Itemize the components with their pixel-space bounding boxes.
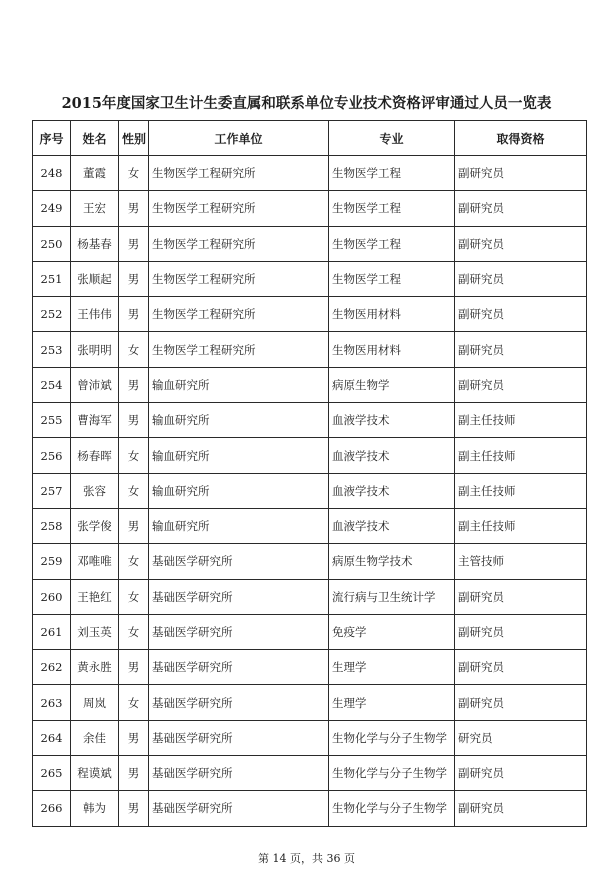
cell-name: 邓唯唯 [71,544,119,579]
cell-name: 张学俊 [71,508,119,543]
cell-name: 余佳 [71,720,119,755]
header-unit: 工作单位 [149,121,329,156]
table-row [33,297,587,332]
cell-qualification: 副主任技师 [455,438,587,473]
table-row [33,367,587,402]
table-row [33,438,587,473]
cell-no: 257 [33,473,71,508]
cell-unit: 基础医学研究所 [149,650,329,685]
cell-major: 血液学技术 [329,403,455,438]
cell-name: 王宏 [71,191,119,226]
cell-qualification: 主管技师 [455,544,587,579]
table-row [33,756,587,791]
cell-unit: 输血研究所 [149,508,329,543]
cell-gender: 女 [119,614,149,649]
table-row [33,614,587,649]
cell-name: 黄永胜 [71,650,119,685]
cell-gender: 女 [119,544,149,579]
cell-unit: 生物医学工程研究所 [149,261,329,296]
cell-unit: 输血研究所 [149,403,329,438]
cell-name: 张明明 [71,332,119,367]
cell-qualification: 副研究员 [455,685,587,720]
header-no: 序号 [33,121,71,156]
personnel-table [32,120,587,827]
page-footer: 第 14 页，共 36 页 [258,852,355,865]
cell-qualification: 副主任技师 [455,473,587,508]
table-row [33,579,587,614]
table-row [33,261,587,296]
cell-qualification: 副研究员 [455,297,587,332]
cell-major: 生物化学与分子生物学 [329,720,455,755]
cell-unit: 生物医学工程研究所 [149,332,329,367]
cell-no: 254 [33,367,71,402]
header-name: 姓名 [71,121,119,156]
cell-major: 生物化学与分子生物学 [329,791,455,826]
table-row [33,191,587,226]
cell-gender: 男 [119,297,149,332]
cell-gender: 男 [119,650,149,685]
header-gender: 性别 [119,121,149,156]
cell-major: 生理学 [329,650,455,685]
table-row [33,332,587,367]
cell-no: 260 [33,579,71,614]
table-row [33,650,587,685]
cell-qualification: 副研究员 [455,156,587,191]
cell-qualification: 副研究员 [455,367,587,402]
cell-name: 韩为 [71,791,119,826]
cell-name: 杨春晖 [71,438,119,473]
cell-major: 生物医学工程 [329,226,455,261]
table-row [33,544,587,579]
cell-qualification: 副研究员 [455,191,587,226]
table-row [33,156,587,191]
cell-major: 生物化学与分子生物学 [329,756,455,791]
cell-name: 董霞 [71,156,119,191]
cell-gender: 男 [119,261,149,296]
cell-major: 生物医用材料 [329,332,455,367]
cell-unit: 基础医学研究所 [149,544,329,579]
cell-name: 周岚 [71,685,119,720]
cell-gender: 男 [119,367,149,402]
cell-no: 256 [33,438,71,473]
cell-major: 生物医学工程 [329,191,455,226]
table-header-row [33,121,587,156]
cell-unit: 输血研究所 [149,367,329,402]
cell-gender: 女 [119,156,149,191]
cell-qualification: 副研究员 [455,332,587,367]
cell-gender: 男 [119,720,149,755]
cell-major: 血液学技术 [329,438,455,473]
cell-qualification: 副研究员 [455,756,587,791]
table-row [33,791,587,826]
cell-name: 王艳红 [71,579,119,614]
cell-name: 张容 [71,473,119,508]
cell-no: 248 [33,156,71,191]
cell-unit: 生物医学工程研究所 [149,297,329,332]
cell-name: 曹海军 [71,403,119,438]
table-row [33,508,587,543]
cell-no: 255 [33,403,71,438]
cell-name: 张顺起 [71,261,119,296]
table-row [33,403,587,438]
cell-major: 生理学 [329,685,455,720]
cell-major: 病原生物学技术 [329,544,455,579]
cell-name: 程谟斌 [71,756,119,791]
cell-gender: 女 [119,332,149,367]
cell-no: 266 [33,791,71,826]
cell-qualification: 副研究员 [455,226,587,261]
header-qualification: 取得资格 [455,121,587,156]
cell-major: 生物医学工程 [329,261,455,296]
cell-major: 免疫学 [329,614,455,649]
cell-gender: 女 [119,473,149,508]
cell-qualification: 副研究员 [455,791,587,826]
cell-unit: 基础医学研究所 [149,614,329,649]
cell-gender: 女 [119,685,149,720]
cell-major: 血液学技术 [329,508,455,543]
table-row [33,473,587,508]
cell-unit: 基础医学研究所 [149,791,329,826]
cell-gender: 男 [119,508,149,543]
cell-no: 258 [33,508,71,543]
cell-gender: 女 [119,579,149,614]
cell-no: 261 [33,614,71,649]
cell-qualification: 副研究员 [455,261,587,296]
cell-no: 263 [33,685,71,720]
cell-unit: 基础医学研究所 [149,685,329,720]
cell-gender: 男 [119,226,149,261]
cell-qualification: 副主任技师 [455,508,587,543]
table-row [33,720,587,755]
cell-major: 生物医用材料 [329,297,455,332]
cell-no: 265 [33,756,71,791]
cell-gender: 男 [119,403,149,438]
cell-no: 264 [33,720,71,755]
cell-name: 刘玉英 [71,614,119,649]
cell-unit: 输血研究所 [149,473,329,508]
cell-qualification: 副研究员 [455,614,587,649]
cell-name: 曾沛斌 [71,367,119,402]
cell-gender: 男 [119,791,149,826]
cell-unit: 生物医学工程研究所 [149,226,329,261]
header-major: 专业 [329,121,455,156]
cell-no: 252 [33,297,71,332]
cell-no: 250 [33,226,71,261]
cell-no: 251 [33,261,71,296]
cell-name: 杨基春 [71,226,119,261]
cell-major: 病原生物学 [329,367,455,402]
cell-no: 262 [33,650,71,685]
cell-name: 王伟伟 [71,297,119,332]
cell-unit: 基础医学研究所 [149,756,329,791]
cell-no: 253 [33,332,71,367]
cell-no: 259 [33,544,71,579]
cell-gender: 男 [119,756,149,791]
table-body [33,156,587,827]
cell-major: 流行病与卫生统计学 [329,579,455,614]
cell-qualification: 副研究员 [455,650,587,685]
cell-unit: 基础医学研究所 [149,579,329,614]
cell-qualification: 副研究员 [455,579,587,614]
cell-unit: 生物医学工程研究所 [149,156,329,191]
table-row [33,226,587,261]
cell-no: 249 [33,191,71,226]
cell-qualification: 副主任技师 [455,403,587,438]
cell-major: 血液学技术 [329,473,455,508]
cell-unit: 基础医学研究所 [149,720,329,755]
document-title: 2015年度国家卫生计生委直属和联系单位专业技术资格评审通过人员一览表 [61,95,552,112]
table-row [33,685,587,720]
cell-unit: 生物医学工程研究所 [149,191,329,226]
cell-gender: 女 [119,438,149,473]
cell-unit: 输血研究所 [149,438,329,473]
cell-gender: 男 [119,191,149,226]
cell-major: 生物医学工程 [329,156,455,191]
cell-qualification: 研究员 [455,720,587,755]
